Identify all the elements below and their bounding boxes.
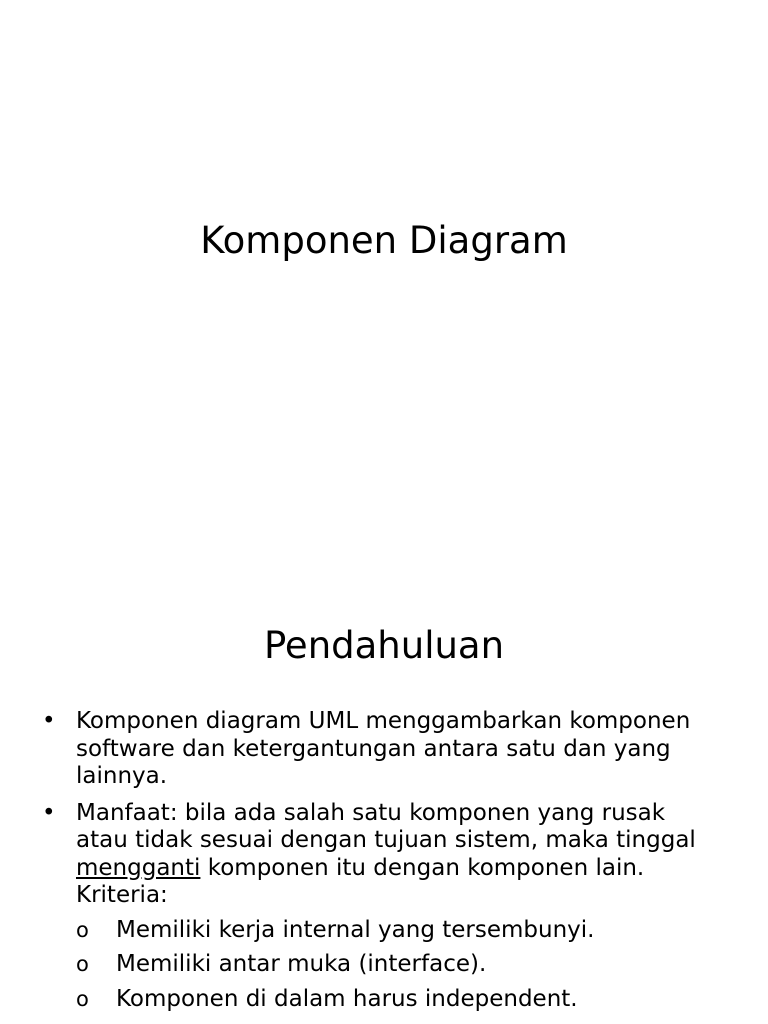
- bullet-item: [0, 708, 768, 791]
- sub-item-text: Komponen di dalam harus independent.: [116, 985, 578, 1012]
- bullet-text: Komponen diagram UML menggambarkan komponen software dan ketergantungan antara satu dan yang lainnya.: [76, 708, 691, 789]
- bullet-text-before: Manfaat: bila ada salah satu komponen yang rusak atau tidak sesuai dengan tujuan sistem, maka tinggal: [76, 799, 696, 853]
- underlined-word: mengganti: [76, 854, 201, 881]
- slide-pendahuluan: [0, 512, 768, 1024]
- slide-title-heading: Komponen Diagram: [200, 219, 568, 262]
- sub-item-text: Memiliki antar muka (interface).: [116, 951, 487, 977]
- sub-marker: o: [76, 952, 89, 976]
- bullet-item: [0, 800, 768, 1014]
- bullet-marker: •: [42, 799, 56, 826]
- sub-item: [0, 951, 718, 979]
- sub-marker: o: [76, 917, 89, 942]
- sub-item: [0, 917, 718, 945]
- sub-item-text: Memiliki kerja internal yang tersembunyi.: [116, 916, 595, 943]
- bullet-list: [0, 708, 768, 1022]
- sub-marker: o: [76, 986, 89, 1011]
- bullet-text-after: komponen itu dengan komponen lain. Kriteria:: [76, 854, 645, 908]
- bullet-marker: •: [42, 708, 56, 734]
- sub-item: [0, 986, 718, 1014]
- sub-list: [0, 917, 718, 1014]
- slide-heading: Pendahuluan: [263, 624, 505, 667]
